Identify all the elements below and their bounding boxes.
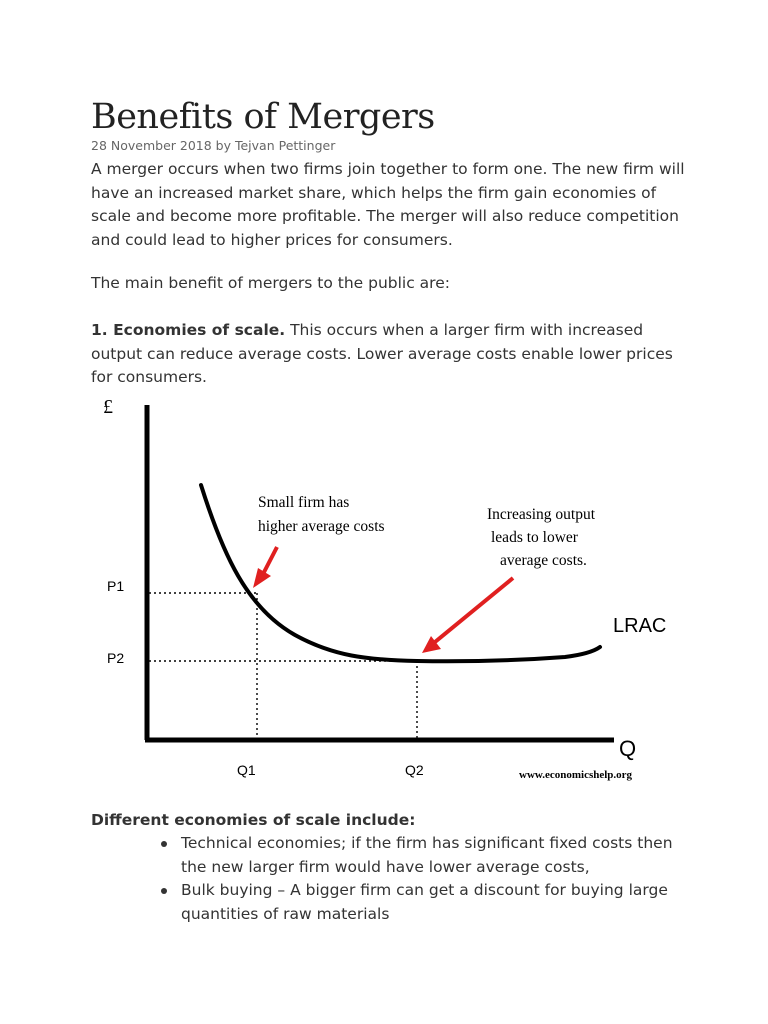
red-arrow — [435, 578, 513, 642]
list-item-text: Bulk buying – A bigger firm can get a discount for buying large quantities of raw materials — [181, 881, 668, 923]
point-1-heading: 1. Economies of scale. — [91, 321, 286, 339]
economies-subheading: Different economies of scale include: — [91, 811, 416, 829]
point-1-text: This occurs when a larger firm with increased output can reduce average costs. Lower average costs enable lower prices for consumers. — [91, 321, 673, 386]
lead-paragraph: The main benefit of mergers to the public are: — [91, 274, 450, 292]
article-meta: 28 November 2018 by Tejvan Pettinger — [91, 138, 336, 153]
y-axis-label: £ — [103, 396, 113, 418]
x-tick-label: Q1 — [237, 762, 256, 778]
lrac-chart — [95, 390, 675, 790]
series-label: LRAC — [613, 615, 667, 637]
x-tick-label: Q2 — [405, 762, 424, 778]
list-item — [181, 879, 681, 926]
annotation-output-line3: average costs. — [500, 552, 587, 569]
annotation-small-firm-line2: higher average costs — [258, 518, 385, 535]
bullet-icon — [161, 888, 167, 894]
list-item — [181, 832, 681, 879]
list-item-text: Technical economies; if the firm has significant fixed costs then the new larger firm would have lower average costs, — [181, 834, 673, 876]
annotation-output-line2: leads to lower — [491, 529, 578, 546]
chart-credit: www.economicshelp.org — [519, 769, 633, 781]
economies-list — [181, 832, 681, 926]
intro-paragraph: A merger occurs when two firms join together to form one. The new firm will have an increased market share, which helps the firm gain economies of scale and become more profitable. The merger will also reduce competition and could lead to higher prices for consumers. — [91, 160, 685, 249]
y-tick-label: P1 — [107, 578, 125, 594]
x-axis-label: Q — [619, 736, 637, 761]
annotation-output-line1: Increasing output — [487, 506, 596, 523]
annotation-small-firm-line1: Small firm has — [258, 494, 350, 511]
arrow-head-icon — [253, 568, 271, 588]
bullet-icon — [161, 841, 167, 847]
y-tick-label: P2 — [107, 650, 125, 666]
point-1-paragraph — [91, 319, 691, 390]
page-title: Benefits of Mergers — [91, 97, 435, 137]
